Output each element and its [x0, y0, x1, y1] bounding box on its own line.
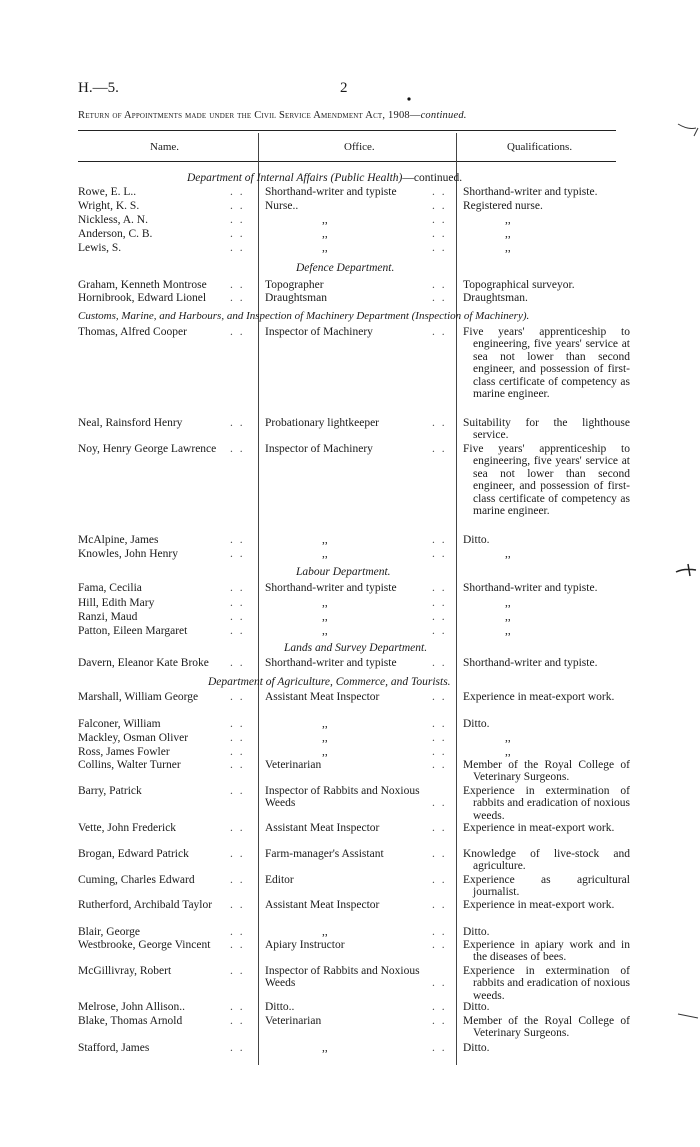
name-cell: Westbrooke, George Vincent: [78, 939, 211, 951]
leader-dots: . .: [432, 242, 447, 254]
name-cell: Davern, Eleanor Kate Broke: [78, 657, 209, 669]
leader-dots: . .: [230, 746, 245, 758]
office-cell: ,,: [322, 926, 328, 938]
leader-dots: . .: [432, 326, 447, 338]
name-cell: Stafford, James: [78, 1042, 150, 1054]
leader-dots: . .: [432, 1015, 447, 1027]
name-cell: Wright, K. S.: [78, 200, 140, 212]
qualification-cell: Ditto.: [463, 718, 490, 730]
name-cell: Collins, Walter Turner: [78, 759, 181, 771]
leader-dots: . .: [230, 1015, 245, 1027]
leader-dots: . .: [230, 691, 245, 703]
leader-dots: . .: [432, 899, 447, 911]
office-cell: ,,: [322, 534, 328, 546]
office-cell: Farm-manager's Assistant: [265, 848, 384, 860]
leader-dots: . .: [432, 822, 447, 834]
name-cell: Blair, George: [78, 926, 140, 938]
document-code: H.—5.: [78, 80, 119, 96]
return-title: [78, 110, 618, 121]
office-cell: ,,: [322, 214, 328, 226]
office-cell: Assistant Meat Inspector: [265, 822, 380, 834]
department-heading: Lands and Survey Department.: [284, 642, 428, 654]
office-cell: Assistant Meat Inspector: [265, 691, 380, 703]
leader-dots: . .: [432, 657, 447, 669]
name-cell: Anderson, C. B.: [78, 228, 153, 240]
qualification-cell: ,,: [505, 625, 511, 637]
name-cell: Marshall, William George: [78, 691, 199, 703]
leader-dots: . .: [432, 926, 447, 938]
department-heading: Defence Department.: [296, 262, 395, 274]
leader-dots: . .: [230, 657, 245, 669]
qualification-cell: ,,: [505, 732, 511, 744]
name-cell: Mackley, Osman Oliver: [78, 732, 189, 744]
leader-dots: . .: [432, 582, 447, 594]
qualification-cell: Ditto.: [463, 534, 490, 546]
qualification-cell: Topographical surveyor.: [463, 279, 575, 291]
office-cell: ,,: [322, 228, 328, 240]
office-cell: ,,: [322, 732, 328, 744]
leader-dots: . .: [432, 732, 447, 744]
leader-dots: . .: [432, 292, 447, 304]
header-bottom-rule: [78, 161, 616, 162]
office-cell: Inspector of Machinery: [265, 443, 373, 455]
leader-dots: . .: [230, 534, 245, 546]
margin-ink-mark: [674, 560, 700, 580]
qualification-cell: Knowledge of live-stock and agriculture.: [463, 848, 630, 873]
leader-dots: . .: [230, 548, 245, 560]
leader-dots: . .: [230, 874, 245, 886]
leader-dots: . .: [230, 611, 245, 623]
office-cell: Assistant Meat Inspector: [265, 899, 380, 911]
office-cell: Draughtsman: [265, 292, 327, 304]
name-cell: Knowles, John Henry: [78, 548, 178, 560]
qualification-cell: Experience as agricultural journalist.: [463, 874, 630, 899]
office-cell: Topographer: [265, 279, 324, 291]
leader-dots: . .: [230, 417, 245, 429]
office-cell: Inspector of Rabbits and Noxious Weeds: [265, 965, 420, 990]
department-heading: Customs, Marine, and Harbours, and Inspection of Machinery Department (Inspection of Machinery).: [78, 310, 530, 322]
qualification-cell: Shorthand-writer and typiste.: [463, 582, 598, 594]
name-cell: Ranzi, Maud: [78, 611, 138, 623]
title-main: Return of Appointments made under the Civil Service Amendment Act, 1908—: [78, 110, 421, 121]
leader-dots: . .: [230, 1042, 245, 1054]
office-cell: ,,: [322, 597, 328, 609]
leader-dots: . .: [230, 292, 245, 304]
name-cell: Graham, Kenneth Montrose: [78, 279, 207, 291]
qualification-cell: Ditto.: [463, 1001, 490, 1013]
qualification-cell: Member of the Royal College of Veterinary Surgeons.: [463, 759, 630, 784]
name-cell: Noy, Henry George Lawrence: [78, 443, 217, 455]
leader-dots: . .: [432, 939, 447, 951]
name-cell: Rutherford, Archibald Taylor: [78, 899, 213, 911]
office-cell: Veterinarian: [265, 759, 322, 771]
leader-dots: . .: [432, 417, 447, 429]
qualification-cell: Shorthand-writer and typiste.: [463, 186, 598, 198]
qualification-cell: Ditto.: [463, 1042, 490, 1054]
leader-dots: . .: [230, 597, 245, 609]
office-cell: Probationary lightkeeper: [265, 417, 380, 429]
leader-dots: . .: [432, 534, 447, 546]
name-cell: Hill, Edith Mary: [78, 597, 155, 609]
leader-dots: . .: [230, 759, 245, 771]
leader-dots: . .: [230, 186, 245, 198]
name-cell: McAlpine, James: [78, 534, 159, 546]
qualification-cell: Experience in apiary work and in the diseases of bees.: [463, 939, 630, 964]
margin-tick-mark: [676, 120, 700, 146]
name-cell: Rowe, E. L..: [78, 186, 137, 198]
department-heading: Department of Agriculture, Commerce, and Tourists.: [208, 676, 451, 688]
office-cell: Shorthand-writer and typiste: [265, 657, 397, 669]
leader-dots: . .: [230, 785, 245, 797]
qualification-cell: Experience in meat-export work.: [463, 822, 615, 834]
qualification-cell: ,,: [505, 597, 511, 609]
leader-dots: . .: [230, 848, 245, 860]
name-cell: McGillivray, Robert: [78, 965, 172, 977]
leader-dots: . .: [432, 718, 447, 730]
leader-dots: . .: [432, 1001, 447, 1013]
qualification-cell: Ditto.: [463, 926, 490, 938]
department-heading: Labour Department.: [296, 566, 391, 578]
name-cell: Blake, Thomas Arnold: [78, 1015, 183, 1027]
office-cell: Editor: [265, 874, 294, 886]
leader-dots: . .: [230, 582, 245, 594]
page-number: 2: [340, 80, 348, 96]
qualification-cell: ,,: [505, 228, 511, 240]
office-cell: Nurse..: [265, 200, 299, 212]
table-top-rule: [78, 130, 616, 131]
leader-dots: . .: [432, 443, 447, 455]
leader-dots: . .: [432, 611, 447, 623]
column-header-name: Name.: [150, 141, 180, 153]
office-cell: ,,: [322, 1042, 328, 1054]
leader-dots: . .: [230, 732, 245, 744]
name-cell: Lewis, S.: [78, 242, 122, 254]
qualification-cell: Registered nurse.: [463, 200, 543, 212]
name-cell: Patton, Eileen Margaret: [78, 625, 188, 637]
leader-dots: . .: [230, 965, 245, 977]
name-cell: Melrose, John Allison..: [78, 1001, 186, 1013]
qualification-cell: Draughtsman.: [463, 292, 528, 304]
leader-dots: . .: [230, 939, 245, 951]
office-cell: ,,: [322, 611, 328, 623]
leader-dots: . .: [432, 548, 447, 560]
qualification-cell: Five years' apprenticeship to engineering, five years' service at sea not lower than second engineer, and possession of first-class certificate of competency as marine engineer.: [463, 326, 630, 401]
name-cell: Nickless, A. N.: [78, 214, 148, 226]
name-cell: Neal, Rainsford Henry: [78, 417, 183, 429]
qualification-cell: Five years' apprenticeship to engineering, five years' service at sea not lower than second engineer, and possession of first-class certificate of competency as marine engineer.: [463, 443, 630, 518]
office-cell: Ditto..: [265, 1001, 295, 1013]
name-cell: Fama, Cecilia: [78, 582, 142, 594]
page-dot: [406, 96, 412, 102]
qualification-cell: Member of the Royal College of Veterinary Surgeons.: [463, 1015, 630, 1040]
office-cell: Inspector of Machinery: [265, 326, 373, 338]
name-cell: Barry, Patrick: [78, 785, 142, 797]
leader-dots: . .: [230, 228, 245, 240]
leader-dots: . .: [432, 279, 447, 291]
leader-dots: . .: [230, 242, 245, 254]
qualification-cell: ,,: [505, 548, 511, 560]
office-cell: ,,: [322, 625, 328, 637]
qualification-cell: ,,: [505, 242, 511, 254]
column-divider-1: [258, 133, 259, 1065]
leader-dots: . .: [432, 186, 447, 198]
office-cell: Inspector of Rabbits and Noxious Weeds: [265, 785, 420, 810]
leader-dots: . .: [230, 200, 245, 212]
qualification-cell: Suitability for the lighthouse service.: [463, 417, 630, 442]
leader-dots: . .: [432, 874, 447, 886]
leader-dots: . .: [230, 822, 245, 834]
office-cell: ,,: [322, 242, 328, 254]
qualification-cell: Experience in meat-export work.: [463, 899, 615, 911]
leader-dots: . .: [432, 228, 447, 240]
qualification-cell: ,,: [505, 746, 511, 758]
office-cell: ,,: [322, 718, 328, 730]
name-cell: Ross, James Fowler: [78, 746, 170, 758]
leader-dots: . .: [230, 899, 245, 911]
leader-dots: . .: [432, 746, 447, 758]
leader-dots: . .: [432, 200, 447, 212]
leader-dots: . .: [432, 691, 447, 703]
leader-dots: . .: [230, 326, 245, 338]
title-continued: continued.: [420, 110, 467, 121]
leader-dots: . .: [230, 625, 245, 637]
qualification-cell: Shorthand-writer and typiste.: [463, 657, 598, 669]
leader-dots: . .: [230, 214, 245, 226]
name-cell: Thomas, Alfred Cooper: [78, 326, 187, 338]
name-cell: Brogan, Edward Patrick: [78, 848, 189, 860]
column-header-office: Office.: [344, 141, 375, 153]
name-cell: Vette, John Frederick: [78, 822, 177, 834]
name-cell: Falconer, William: [78, 718, 161, 730]
margin-ink-mark-lower: [676, 1008, 700, 1024]
leader-dots: . .: [432, 977, 447, 989]
leader-dots: . .: [230, 279, 245, 291]
qualification-cell: Experience in extermination of rabbits and eradication of noxious weeds.: [463, 785, 630, 822]
leader-dots: . .: [230, 1001, 245, 1013]
leader-dots: . .: [432, 759, 447, 771]
qualification-cell: Experience in extermination of rabbits and eradication of noxious weeds.: [463, 965, 630, 1002]
office-cell: Apiary Instructor: [265, 939, 345, 951]
leader-dots: . .: [432, 848, 447, 860]
column-header-qualifications: Qualifications.: [507, 141, 573, 153]
name-cell: Cuming, Charles Edward: [78, 874, 195, 886]
qualification-cell: ,,: [505, 214, 511, 226]
office-cell: ,,: [322, 548, 328, 560]
department-heading: Department of Internal Affairs (Public Health)—continued.: [187, 172, 463, 184]
leader-dots: . .: [432, 797, 447, 809]
office-cell: Shorthand-writer and typiste: [265, 186, 397, 198]
leader-dots: . .: [230, 926, 245, 938]
leader-dots: . .: [432, 625, 447, 637]
qualification-cell: ,,: [505, 611, 511, 623]
leader-dots: . .: [432, 1042, 447, 1054]
name-cell: Hornibrook, Edward Lionel: [78, 292, 207, 304]
leader-dots: . .: [230, 443, 245, 455]
office-cell: ,,: [322, 746, 328, 758]
office-cell: Shorthand-writer and typiste: [265, 582, 397, 594]
leader-dots: . .: [432, 214, 447, 226]
leader-dots: . .: [432, 597, 447, 609]
leader-dots: . .: [230, 718, 245, 730]
office-cell: Veterinarian: [265, 1015, 322, 1027]
qualification-cell: Experience in meat-export work.: [463, 691, 615, 703]
